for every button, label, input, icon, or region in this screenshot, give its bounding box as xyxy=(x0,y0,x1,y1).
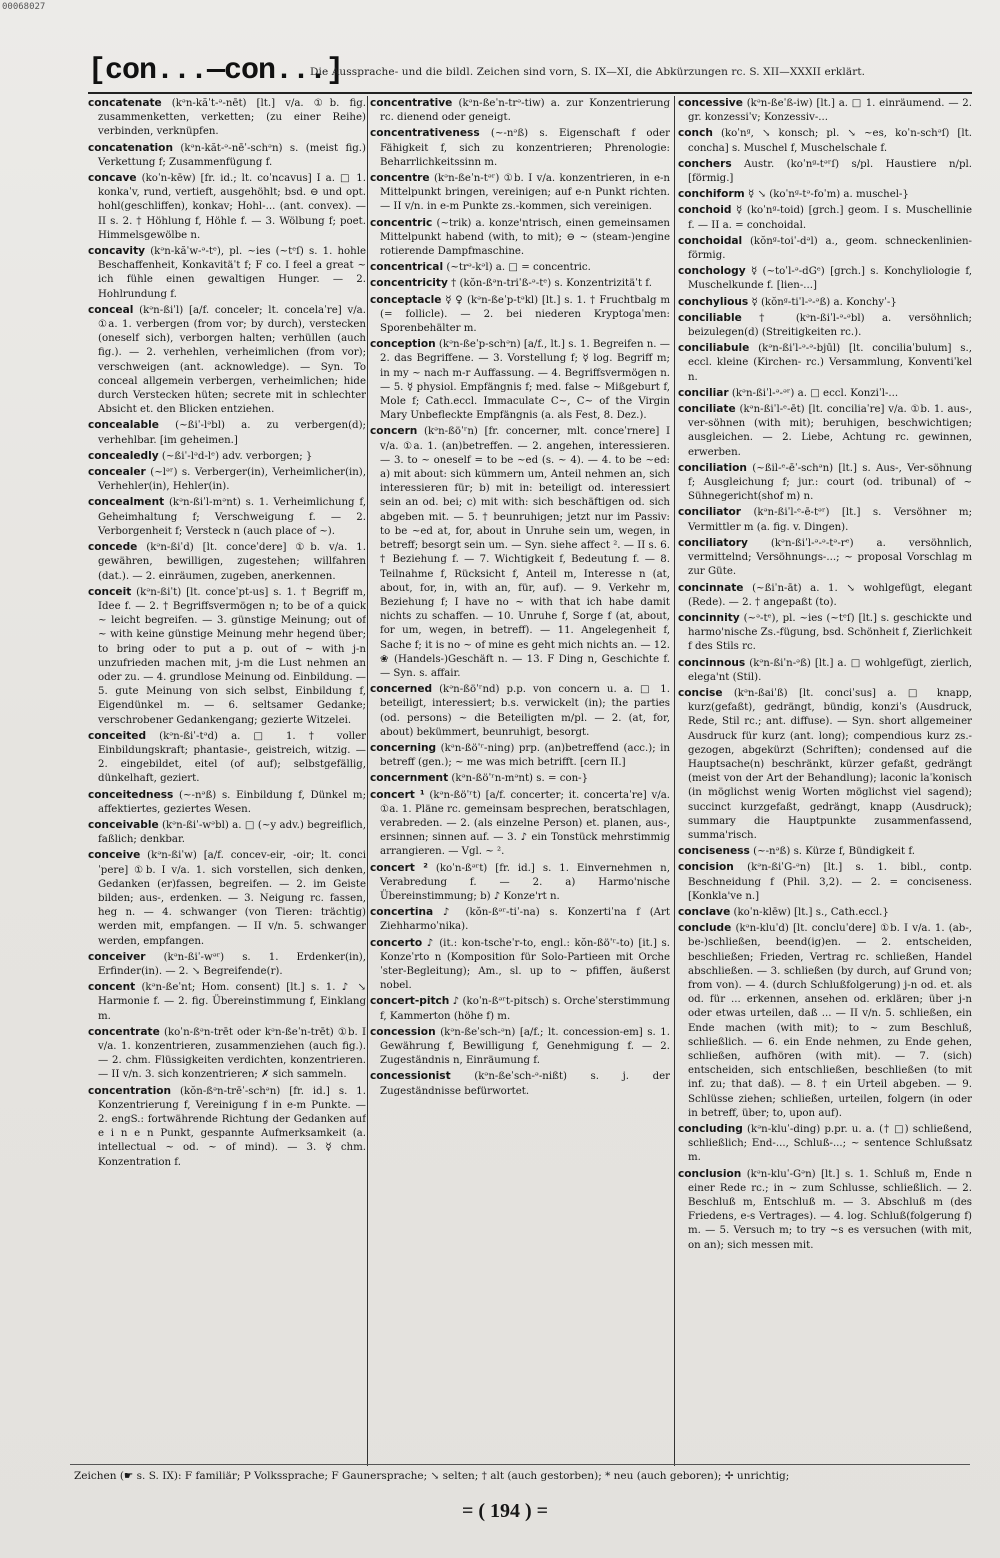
dictionary-entry xyxy=(678,905,972,920)
dictionary-entry xyxy=(88,950,366,979)
column-divider xyxy=(674,96,675,1466)
entry-definition: (kᵊn-ßiˈl-ᵊ-ᵊʳ) a. □ eccl. Konziˈl-... xyxy=(731,387,899,399)
dictionary-entry xyxy=(88,818,366,847)
entry-definition: ☿ ♀ (kᵊn-ßeˈp-tᵊkl) [lt.] s. 1. † Fruchtbalg m (= follicle). — 2. bei niederen Kryptogaˈmen: Sporenbehälter m. xyxy=(380,294,670,335)
entry-definition: (kᵊn-ßiˈl) [a/f. conceler; lt. concelaˈre] v/a. ①a. 1. verbergen (from vor; by durch), verstecken (oneself sich), verborgen halten; verhüllen (auch fig.). — 2. verhehlen, verheimlichen (from vor); verschweigen (ant. acknowledge). — Syn. To conceal allgemein verbergen, verheimlichen; hide durch Verstecken hüten; secrete mit in schlechter Absicht et. den Blicken entziehen. xyxy=(98,304,366,416)
dictionary-entry xyxy=(370,682,670,740)
dictionary-entry xyxy=(88,788,366,817)
scan-id-label: 00068027 xyxy=(2,2,46,12)
headword: concert ² xyxy=(370,861,428,874)
page-header xyxy=(88,54,968,94)
entry-definition: (kᵊn-ßeˈn-trᵊ-tiw) a. zur Konzentrierung rc. dienend oder geneigt. xyxy=(380,98,670,124)
entry-definition: (kᵊn-ßiˈl-ᵉ-ēt) [lt. conciliaˈre] v/a. ①b. 1. aus-, ver-söhnen (with mit); beruhigen, beschwichtigen; ausgleichen. — 2. Liebe, Achtung rc. gewinnen, erwerben. xyxy=(688,404,972,458)
headword: concernment xyxy=(370,772,449,785)
headword: conception xyxy=(370,338,436,351)
dictionary-entry xyxy=(678,203,972,232)
entry-definition: (~trik) a. konze'ntrisch, einen gemeinsamen Mittelpunkt habend (with, to mit); ⊖ ~ (steam-)engine rotierende Dampfmaschine. xyxy=(380,217,670,258)
dictionary-entry xyxy=(88,418,366,447)
dictionary-entry xyxy=(678,461,972,505)
dictionary-entry xyxy=(678,402,972,460)
headword: concert ¹ xyxy=(370,788,425,801)
entry-definition: Austr. (koˈnᵍ-tᵊʳſ) s/pl. Haustiere n/pl. [förmig.] xyxy=(688,158,972,185)
dictionary-entry xyxy=(88,848,366,948)
dictionary-entry xyxy=(678,536,972,580)
entry-definition: ♪ (kŏn-ßᵊʳ-tiˈ-na) s. Konzertiˈna f (Art Ziehharmoˈnika). xyxy=(380,907,670,933)
headword: conclude xyxy=(678,922,732,935)
entry-definition: ☿ (koˈnᵍ-toid) [grch.] geom. I s. Muschellinie f. — II a. = conchoidal. xyxy=(688,205,972,231)
dictionary-entry xyxy=(370,1069,670,1098)
footer-rule xyxy=(70,1464,970,1465)
entry-definition: (kᵊn-ßiˈt) [lt. conceˈpt-us] s. 1. † Begriff m, Idee f. — 2. † Begriffsvermögen n; to be of a quick ~ leicht begreifen. — 3. günstige Meinung; out of ~ with keine günstige Meinung mehr hegend über; to bring oder to put a p. out of ~ with j-n unzufrieden machen mit, j-m die Lust nehmen an oder zu. — 4. grundlose Meinung od. Einbildung. — 5. gute Meinung von sich selbst, Einbildung f, Eigendünkel m. — 6. seltsamer Gedanke; verschrobener Gedankengang; gezierte Witzelei. xyxy=(98,586,366,726)
headword: concentrate xyxy=(88,1025,160,1038)
headword: conchology xyxy=(678,265,746,278)
headword: conchers xyxy=(678,157,732,170)
dictionary-entry xyxy=(88,729,366,787)
dictionary-entry xyxy=(370,861,670,905)
headword: conchylious xyxy=(678,295,749,308)
headword: conceit xyxy=(88,585,132,598)
dictionary-entry xyxy=(88,585,366,728)
headword: conchoid xyxy=(678,204,732,217)
headword: concentricity xyxy=(370,277,448,290)
entry-definition: (kᵊn-ßiˈl-ᵉ-ē-tᵊʳ) [lt.] s. Versöhner m; Vermittler m (a. fig. v. Dingen). xyxy=(688,507,972,533)
dictionary-entry xyxy=(370,337,670,423)
headword: concentration xyxy=(88,1084,172,1097)
headword: concentrative xyxy=(370,97,453,109)
entry-definition: (koˈn-ßᵊn-trēt oder kᵊn-ßeˈn-trēt) ①b. I v/a. 1. konzentrieren, zusammenziehen (auch fig.). — 2. chm. Flüssigkeiten verdichten, konzentrieren. — II v/n. 3. sich konzentrieren; ✗ sich sammeln. xyxy=(98,1026,366,1081)
headword: concern xyxy=(370,425,418,438)
dictionary-entry xyxy=(678,844,972,859)
entry-definition: (~-nᵊß) s. Eigenschaft f oder Fähigkeit f, sich zu konzentrieren; Phrenologie: Beharrlichkeitssinn m. xyxy=(380,128,670,168)
headword: conciliabule xyxy=(678,342,750,355)
headword: concent xyxy=(88,981,136,994)
column-2 xyxy=(370,96,670,1466)
entry-definition: ☿ (kŏnᵍ-tiˈl-ᵊ-ᵊß) a. Konchyˈ-} xyxy=(751,296,897,308)
entry-definition: (kᵊn-ßöˈʳn) [fr. concerner, mlt. conceˈrnere] I v/a. ①a. 1. (an)betreffen. — 2. angehen, interessieren. — 3. to ~ oneself = to be ~ed (s. ~ 4). — 4. to be ~ed: a) mit about: sich kümmern um, Anteil nehmen an, sich interessieren für; b) mit in: beteiligt od. interessiert sein an od. bei; c) mit with: sich beschäftigen od. sich abgeben mit. — 5. † beunruhigen; jetzt nur im Passiv: to be ~ed at, for, about in Unruhe sein um, wegen, in betreff; besorgt sein um. — Syn. siehe affect ². — II s. 6. † Beziehung f. — 7. Wichtigkeit f, Bedeutung f. — 8. Teilnahme f, Rücksicht f, Anteil m, Interesse n (at, about, for, in, with an, für, auf). — 9. Verkehr m, Beziehung f; I have no ~ with that ich habe damit nichts zu schaffen. — 10. Unruhe f, Sorge f (at, about, for um, wegen, in betreff). — 11. Angelegenheit f, Sache f; it is no ~ of mine es geht mich nichts an. — 12. ❀ (Handels-)Geschäft n. — 13. F Ding n, Geschichte f. — Syn. s. affair. xyxy=(380,426,670,679)
dictionary-entry xyxy=(678,386,972,401)
headword: concatenation xyxy=(88,141,173,154)
headword: concert-pitch xyxy=(370,995,450,1008)
dictionary-entry xyxy=(370,96,670,125)
dictionary-entry xyxy=(88,1025,366,1083)
entry-definition: (kᵊn-ßöˈʳn-mᵊnt) s. = con-} xyxy=(451,773,589,785)
dictionary-entry xyxy=(88,465,366,494)
dictionary-entry xyxy=(370,424,670,681)
dictionary-entry xyxy=(678,1167,972,1253)
entry-definition: (kᵊn-kluˈd) [lt. concluˈdere] ①b. I v/a. 1. (ab-, be-)schließen, beend(ig)en. — 2. entscheiden, beschließen; Frieden, Vertrag rc. schließen, Handel abschließen. — 3. schließen (by durch, auf Grund von; from von). — 4. (durch Schlußfolgerung) j-n od. et. als od. für ... erkennen, ansehen od. erklären; über j-n oder etwas urteilen, daß ... — II v/n. 5. schließen, ein Ende machen (with mit); to ~ zum Beschluß, schließlich. — 6. ein Ende nehmen, zu Ende gehen, schließen, aufhören (with mit). — 7. (sich) entscheiden, sich entschließen, beschließen (to mit inf. zu; that daß). — 8. † ein Urteil abgeben. — 9. Schlüsse ziehen; schließen, urteilen, folgern (in oder in betreff, über; to, upon auf). xyxy=(688,923,972,1119)
dictionary-entry xyxy=(370,771,670,786)
headword: concluding xyxy=(678,1123,743,1136)
dictionary-entry xyxy=(370,741,670,770)
entry-definition: (koˈnᵍ, ↘ konsch; pl. ↘ ~es, koˈn-schᵊſ) [lt. concha] s. Muschel f, Muschelschale f. xyxy=(688,128,972,154)
dictionary-entry xyxy=(678,656,972,685)
dictionary-entry xyxy=(88,495,366,539)
dictionary-entry xyxy=(370,126,670,170)
entry-definition: (kŏn-ßᵊn-trēˈ-schᵊn) [fr. id.] s. 1. Konzentrierung f, Vereinigung f in e-m Punkte. — 2. engS.: fortwährende Richtung der Gedanken auf e i n e n Punkt, gespannte Aufmerksamkeit (a. intellectual ~ od. ~ of mind). — 3. ☿ chm. Konzentration f. xyxy=(98,1085,366,1168)
headword: conciliation xyxy=(678,461,747,474)
dictionary-entry xyxy=(370,276,670,291)
headword: conciliate xyxy=(678,403,736,416)
entry-definition: (kᵊn-ßiˈn-ᵊß) [lt.] a. □ wohlgefügt, zierlich, elega'nt (Stil). xyxy=(688,657,972,683)
headword: concede xyxy=(88,541,138,554)
header-rule xyxy=(88,92,972,94)
dictionary-entry xyxy=(88,449,366,464)
entry-definition: (kᵊn-ßeˈn-tᵊʳ) ①b. I v/a. konzentrieren, in e-n Mittelpunkt bringen, vereinigen; auf e-n Punkt richten. — II v/n. in e-m Punkte zs.-kommen, sich vereinigen. xyxy=(380,173,670,213)
headword: concave xyxy=(88,172,137,185)
dictionary-entry xyxy=(88,171,366,243)
entry-definition: (kᵊn-ßiˈG-ᵊn) [lt.] s. 1. bibl., contp. Beschneidung f (Phil. 3,2). — 2. = conciseness. [Konkla've n.] xyxy=(688,862,972,902)
headword: concerning xyxy=(370,741,437,754)
entry-definition: (~ßiˈ-lᵊd-lᵉ) adv. verborgen; } xyxy=(161,450,313,462)
column-3 xyxy=(678,96,972,1466)
dictionary-entry xyxy=(678,311,972,340)
headword: conciliar xyxy=(678,386,729,399)
entry-definition: (koˈn-kēw) [fr. id.; lt. coˈncavus] I a. □ 1. konkaˈv, rund, vertieft, ausgehöhlt; bsd. ⊖ und opt. hohl(geschliffen), konkav; Hohl-... (ant. convex). — II s. 2. † Höhlung f, Höhle f. — 3. Wölbung f; poet. Himmelsgewölbe n. xyxy=(98,173,366,241)
dictionary-entry xyxy=(370,994,670,1023)
entry-definition: ☿ (~toˈl-ᵊ-dGᵉ) [grch.] s. Konchyliologie f, Muschelkunde f. [lien-...] xyxy=(688,266,972,292)
headword: concise xyxy=(678,686,723,699)
dictionary-entry xyxy=(678,581,972,610)
headword: concessive xyxy=(678,97,743,109)
dictionary-entry xyxy=(370,260,670,275)
column-divider xyxy=(367,96,368,1466)
entry-definition: (~trᵊ-kᵊl) a. □ = concentric. xyxy=(446,262,591,274)
headword: concealable xyxy=(88,419,159,432)
dictionary-entry xyxy=(88,96,366,140)
dictionary-entry xyxy=(88,141,366,170)
headword: conciliable xyxy=(678,311,742,324)
dictionary-entry xyxy=(678,860,972,904)
headword: conceiver xyxy=(88,950,146,963)
headword: conciseness xyxy=(678,845,750,858)
headword: concinnate xyxy=(678,581,744,594)
entry-definition: (koˈn-klēw) [lt.] s., Cath.eccl.} xyxy=(733,906,889,918)
headword: concinnity xyxy=(678,611,740,624)
entry-definition: ☿ ↘ (koˈnᵍ-tᵊ-foˈm) a. muschel-} xyxy=(747,189,909,201)
headword: concentrativeness xyxy=(370,127,480,140)
dictionary-entry xyxy=(678,157,972,186)
headword: conch xyxy=(678,127,713,140)
headword: conceited xyxy=(88,729,147,742)
page-number: = ( 194 ) = xyxy=(461,1500,549,1522)
dictionary-entry xyxy=(678,921,972,1121)
dictionary-entry xyxy=(678,505,972,534)
headword: concession xyxy=(370,1025,436,1038)
dictionary-entry xyxy=(678,295,972,310)
entry-definition: (kᵊn-ßiˈ-wᵊʳ) s. 1. Erdenker(in), Erfinder(in). — 2. ↘ Begreifende(r). xyxy=(98,951,366,977)
dictionary-entry xyxy=(370,293,670,337)
headword: concision xyxy=(678,861,734,874)
entry-definition: (koˈn-ßᵊʳt) [fr. id.] s. 1. Einvernehmen n, Verabredung f. — 2. a) Harmo'nische Übereinstimmung; b) ♪ Konze'rt n. xyxy=(380,862,670,902)
headword: concinnous xyxy=(678,656,746,669)
running-head: [con...—con...] xyxy=(88,54,344,88)
dictionary-entry xyxy=(88,1084,366,1170)
symbol-legend: Zeichen (☛ s. S. IX): F familiär; P Volkssprache; F Gaunersprache; ↘ selten; † alt (auch gestorben); * neu (auch geboren); ✢ unrichtig; xyxy=(74,1470,790,1482)
headword: conceitedness xyxy=(88,788,174,801)
headword: concealedly xyxy=(88,449,159,462)
header-note: Die Aussprache- und die bildl. Zeichen sind vorn, S. IX—XI, die Abkürzungen rc. S. XII—XXXII erklärt. xyxy=(310,66,866,78)
headword: conciliator xyxy=(678,506,741,519)
headword: concealment xyxy=(88,496,165,509)
dictionary-entry xyxy=(370,788,670,860)
entry-definition: (~ᵊ-tᵉ), pl. ~ies (~tᵉſ) [lt.] s. geschickte und harmo'nische Zs.-fügung, bsd. Schönheit f, Zierlichkeit f des Stils rc. xyxy=(688,612,972,653)
headword: concertina xyxy=(370,906,434,919)
entry-definition: ♪ (koˈn-ßᵊʳt-pitsch) s. Orcheˈsterstimmung f, Kammerton (höhe f) m. xyxy=(380,996,670,1022)
dictionary-entry xyxy=(678,611,972,655)
dictionary-entry xyxy=(678,341,972,385)
headword: conchoidal xyxy=(678,234,743,247)
headword: concatenate xyxy=(88,97,162,109)
dictionary-entry xyxy=(370,1025,670,1069)
entry-definition: (~lᵊʳ) s. Verberger(in), Verheimlicher(in), Verhehler(in), Hehler(in). xyxy=(98,467,366,493)
entry-definition: (kᵊn-ßöˈʳt) [a/f. concerter; it. concertaˈre] v/a. ①a. 1. Pläne rc. gemeinsam besprechen, beratschlagen, verabreden. — 2. (als einzelne Person) et. planen, aus-, ersinnen; sinnen auf. — 3. ♪ ein Tonstück mehrstimmig arrangieren. — Vgl. ~ ². xyxy=(380,789,670,858)
dictionary-entry xyxy=(88,540,366,584)
dictionary-entry xyxy=(370,905,670,934)
dictionary-entry xyxy=(678,234,972,263)
headword: concentre xyxy=(370,172,430,185)
headword: concealer xyxy=(88,466,146,479)
entry-definition: (kᵊn-kăt-ᵊ-nēˈ-schᵊn) s. (meist fig.) Verkettung f; Zusammenfügung f. xyxy=(98,142,366,168)
dictionary-entry xyxy=(88,980,366,1024)
headword: concerto xyxy=(370,936,423,949)
entry-definition: (kᵊn-kăˈw-ᵊ-tᵉ), pl. ~ies (~tᵉſ) s. 1. hohle Beschaffenheit, Konkavitäˈt f; F co. I feel a great ~ ich fühle einen gewaltigen Hunger. — 2. Hohlrundung f. xyxy=(98,246,366,300)
entry-definition: (~ßiˈn-āt) a. 1. ↘ wohlgefügt, elegant (Rede). — 2. † angepaßt (to). xyxy=(688,582,972,608)
entry-definition: (kᵊn-ßiˈl-ᵊ-ᵊ-bjūl) [lt. conciliaˈbulum] s., eccl. kleine (Kirchen- rc.) Versammlung, Konventiˈkel n. xyxy=(688,343,972,383)
entry-definition: (kᵊn-kluˈ-Gᵊn) [lt.] s. 1. Schluß m, Ende n einer Rede rc.; in ~ zum Schlusse, schließlich. — 2. Beschluß m, Entschluß m. — 3. Abschluß m (des Friedens, e-s Vertrages). — 4. log. Schluß(folgerung f) m. — 5. Versuch m; to try ~s es versuchen (with mit, on an); sich messen mit. xyxy=(688,1168,972,1251)
entry-definition: (kᵊn-ßiˈd) [lt. conceˈdere] ①b. v/a. 1. gewähren, bewilligen, zugestehen; willfahren (dat.). — 2. einräumen, zugeben, anerkennen. xyxy=(98,542,366,582)
entry-definition: (kᵊn-ßeˈp-schᵊn) [a/f., lt.] s. 1. Begreifen n. — 2. das Begriffene. — 3. Vorstellung f; ☿ log. Begriff m; in my ~ nach m-r Auffassung. — 4. Begriffsvermögen n. — 5. ☿ physiol. Empfängnis f; med. false ~ Mißgeburt f, Mole f; Cath.eccl. Immaculate C~, C~ of the Virgin Mary Unbefleckte Empfängnis (a. als Fest, 8. Dez.). xyxy=(380,339,670,422)
entry-definition: (kᵊn-kluˈ-ding) p.pr. u. a. († □) schließend, schließlich; End-..., Schluß-...; ~ sentence Schlußsatz m. xyxy=(688,1124,972,1164)
dictionary-entry xyxy=(678,686,972,843)
headword: conceptacle xyxy=(370,293,442,306)
entry-definition: (~ßiˈ-lᵊbl) a. zu verbergen(d); verhehlbar. [im geheimen.] xyxy=(98,420,366,446)
column-1 xyxy=(88,96,366,1466)
headword: conchiform xyxy=(678,188,745,201)
entry-definition: (~ßil-ᵉ-ēˈ-schᵊn) [lt.] s. Aus-, Ver-söhnung f; Ausgleichung f; jur.: court (od. tribunal) of ~ Sühnegericht(shof m) n. xyxy=(688,462,972,503)
headword: conclusion xyxy=(678,1167,742,1180)
entry-definition: (kᵊn-ßeˈß-iw) [lt.] a. □ 1. einräumend. — 2. gr. konzessiˈv; Konzessiv-... xyxy=(688,98,972,124)
headword: conceive xyxy=(88,849,141,862)
entry-definition: † (kŏn-ßᵊn-triˈß-ᵊ-tᵉ) s. Konzentrizitäˈt f. xyxy=(451,278,652,290)
entry-definition: (kᵊn-ßiˈ-tᵊd) a. □ 1. † voller Einbildungskraft; phantasie-, geistreich, witzig. — 2. eingebildet, eitel (of auf); selbstgefällig, dünkelhaft, geziert. xyxy=(98,730,366,785)
headword: concerned xyxy=(370,683,433,696)
dictionary-entry xyxy=(370,171,670,215)
entry-definition: (kᵊn-ßöˈʳ-ning) prp. (an)betreffend (acc.); in betreff (gen.); ~ me was mich betrifft. [cern II.] xyxy=(380,742,670,769)
entry-definition: (kᵊn-ßöˈʳnd) p.p. von concern u. a. □ 1. beteiligt, interessiert; b.s. verwickelt (in); the parties (od. persons) ~ die Beteiligten m/pl. — 2. (at, for, about) bekümmert, beunruhigt, besorgt. xyxy=(380,684,670,738)
dictionary-entry xyxy=(678,96,972,125)
headword: conciliatory xyxy=(678,536,748,549)
entry-definition: ♪ (it.: kon-tscheˈr-to, engl.: kŏn-ßöˈʳ-to) [it.] s. Konzeˈrto n (Komposition für Solo-Partieen mit Orcheˈster-Begleitung); Am., sl. up to ~ pfiffen, äußerst nobel. xyxy=(380,937,670,992)
dictionary-entry xyxy=(370,216,670,260)
entry-definition: (kᵊn-ßeˈsch-ᵊn) [a/f.; lt. concession-em] s. 1. Gewährung f, Bewilligung f, Genehmigung f. — 2. Zugeständnis n, Einräumung f. xyxy=(380,1026,670,1067)
entry-definition: (kᵊn-ßiˈl-mᵊnt) s. 1. Verheimlichung f, Geheimhaltung f; Verschweigung f. — 2. Verborgenheit f; Versteck n (auch place of ~). xyxy=(98,497,366,537)
dictionary-entry xyxy=(88,303,366,418)
headword: concentric xyxy=(370,216,433,229)
headword: concessionist xyxy=(370,1070,451,1083)
entry-definition: (kᵊn-ßaiˈß) [lt. conciˈsus] a. □ knapp, kurz(gefaßt), gedrängt, bündig, konziˈs (Ausdruck, Rede, Stil rc.; ant. diffuse). — Syn. short allgemeiner Ausdruck für kurz (ant. long); compendious kurz zs.-gezogen, abgekürzt (Schriften); condensed auf die Hauptsache(n) beschränkt, kürzer gefaßt, gedrängt (meist von der Art der Behandlung); laconic laˈkonisch (in möglichst wenig Worten möglichst viel sagend); succinct kurzgefaßt, gedrängt, knapp (Ausdruck); summary die Hauptpunkte zusammenfassend, summa'risch. xyxy=(688,687,972,841)
headword: conceivable xyxy=(88,818,159,831)
dictionary-entry xyxy=(678,126,972,155)
dictionary-entry xyxy=(678,1122,972,1166)
headword: concentrical xyxy=(370,261,444,274)
entry-definition: (kᵊn-ßiˈw) [a/f. concev-eir, -oir; lt. conciˈpere] ①b. I v/a. 1. sich vorstellen, sich denken, Gedanken (er)fassen, begreifen. — 2. im Geiste bilden; aus-, erdenken. — 3. Neigung rc. fassen, heg n. — 4. schwanger (von Tieren: trächtig) werden mit, empfangen. — II v/n. 5. schwanger werden, empfangen. xyxy=(98,850,366,947)
headword: concavity xyxy=(88,245,146,258)
entry-definition: † (kᵊn-ßiˈl-ᵊ-ᵊbl) a. versöhnlich; beizulegen(d) (Streitigkeiten rc.). xyxy=(688,312,972,339)
dictionary-entry xyxy=(678,187,972,202)
dictionary-entry xyxy=(88,244,366,302)
headword: conclave xyxy=(678,905,731,918)
entry-definition: (kᵊn-ßiˈ-wᵊbl) a. □ (~y adv.) begreiflich, faßlich; denkbar. xyxy=(98,819,366,846)
headword: conceal xyxy=(88,303,134,316)
entry-definition: (kŏnᵍ-toiˈ-dᵊl) a., geom. schneckenlinien-förmig. xyxy=(688,235,972,262)
entry-definition: (kᵊn-ßeˈnt; Hom. consent) [lt.] s. 1. ♪ ↘ Harmonie f. — 2. fig. Übereinstimmung f, Einklang m. xyxy=(98,982,366,1022)
entry-definition: (kᵊn-ßeˈsch-ᵊ-nißt) s. j. der Zugeständnisse befürwortet. xyxy=(380,1071,670,1097)
dictionary-entry xyxy=(370,936,670,994)
entry-definition: (~-nᵊß) s. Kürze f, Bündigkeit f. xyxy=(753,846,915,858)
entry-definition: (kᵊn-kăˈt-ᵊ-nēt) [lt.] v/a. ①b. fig. zusammenketten, verketten; (zu einer Reihe) verbinden, verknüpfen. xyxy=(98,98,366,138)
entry-definition: (kᵊn-ßiˈl-ᵊ-ᵊ-tᵊ-rᵉ) a. versöhnlich, vermittelnd; Versöhnungs-...; ~ proposal Vorschlag m zur Güte. xyxy=(688,537,972,578)
dictionary-entry xyxy=(678,264,972,293)
entry-definition: (~-nᵊß) s. Einbildung f, Dünkel m; affektiertes, geziertes Wesen. xyxy=(98,789,366,815)
